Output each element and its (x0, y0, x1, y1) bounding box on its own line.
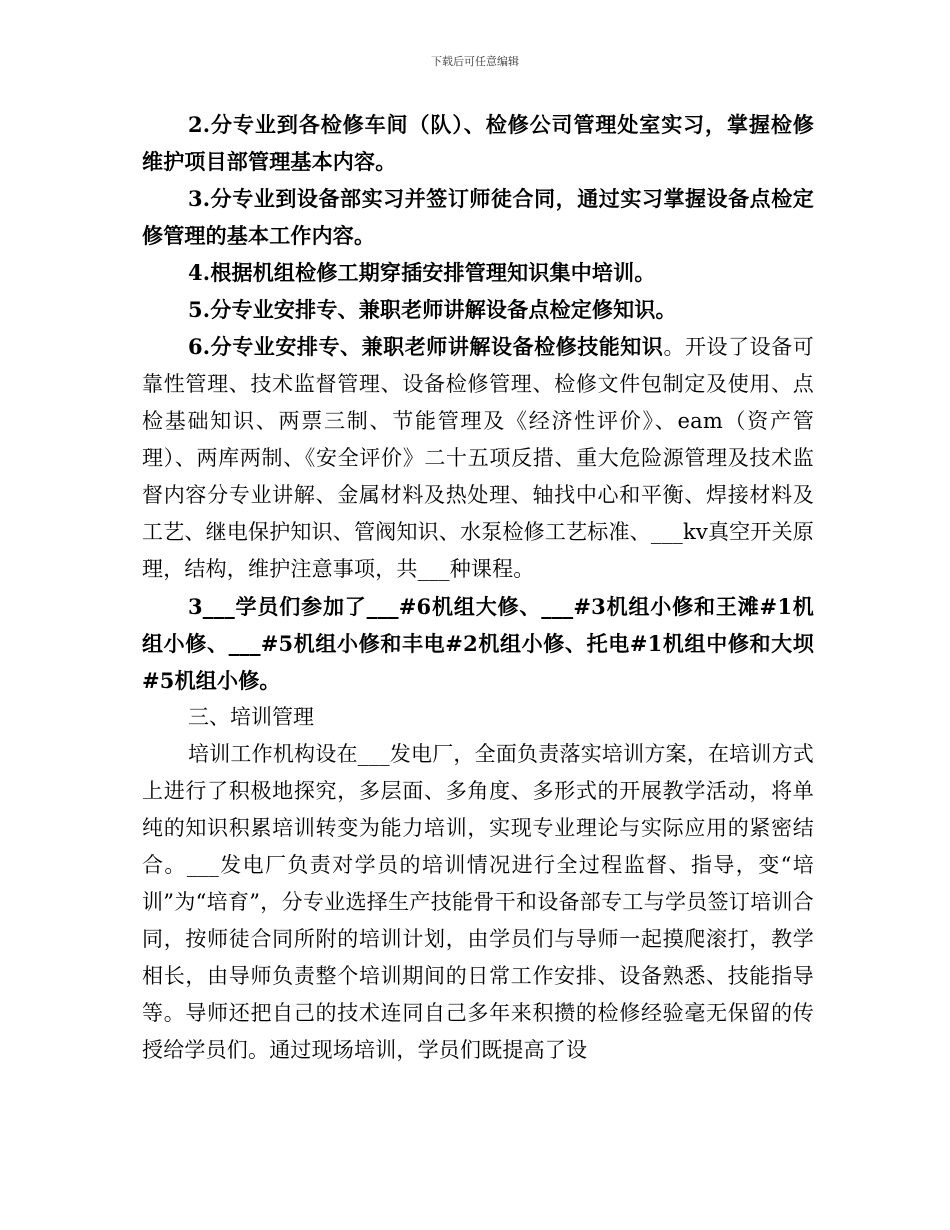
body-paragraph: 培训工作机构设在___发电厂，全面负责落实培训方案，在培训方式上进行了积极地探究，多层面、多角度、多形式的开展教学活动，将单纯的知识积累培训转变为能力培训，实现专业理论与实际应用的紧密结合。___发电厂负责对学员的培训情况进行全过程监督、指导，变“培训”为“培育”，分专业选择生产技能骨干和设备部专工与学员签订培训合同，按师徒合同所附的培训计划，由学员们与导师一起摸爬滚打，教学相长，由导师负责整个培训期间的日常工作安排、设备熟悉、技能指导等。导师还把自己的技术连同自己多年来积攒的检修经验毫无保留的传授给学员们。通过现场培训，学员们既提高了设 (142, 742, 814, 1062)
paragraph-item-6-rest: 。开设了设备可靠性管理、技术监督管理、设备检修管理、检修文件包制定及使用、点检基础知识、两票三制、节能管理及《经济性评价》、eam（资产管理）、两库两制、《安全评价》二十五项反措、重大危险源管理及技术监督内容分专业讲解、金属材料及热处理、轴找中心和平衡、焊接材料及工艺、继电保护知识、管阀知识、水泵检修工艺标准、___kv真空开关原理，结构，维护注意事项，共___种课程。 (142, 335, 814, 581)
paragraph-item-6 (142, 328, 814, 588)
page-header: 下载后可任意编辑 (431, 55, 519, 68)
paragraph-item-3: 3.分专业到设备部实习并签订师徒合同，通过实习掌握设备点检定修管理的基本工作内容。 (142, 186, 814, 248)
document-body (142, 106, 814, 1069)
paragraph-item-6-bold: 6.分专业安排专、兼职老师讲解设备检修技能知识 (188, 334, 664, 359)
section-heading: 三、培训管理 (188, 705, 314, 729)
paragraph-item-5: 5.分专业安排专、兼职老师讲解设备点检定修知识。 (188, 297, 677, 322)
paragraph-item-2: 2.分专业到各检修车间（队）、检修公司管理处室实习，掌握检修维护项目部管理基本内容。 (142, 112, 814, 174)
paragraph-item-4: 4.根据机组检修工期穿插安排管理知识集中培训。 (188, 260, 656, 285)
paragraph-item-3b: 3___学员们参加了___#6机组大修、___#3机组小修和王滩#1机组小修、___#5机组小修和丰电#2机组小修、托电#1机组中修和大坝#5机组小修。 (142, 594, 814, 693)
